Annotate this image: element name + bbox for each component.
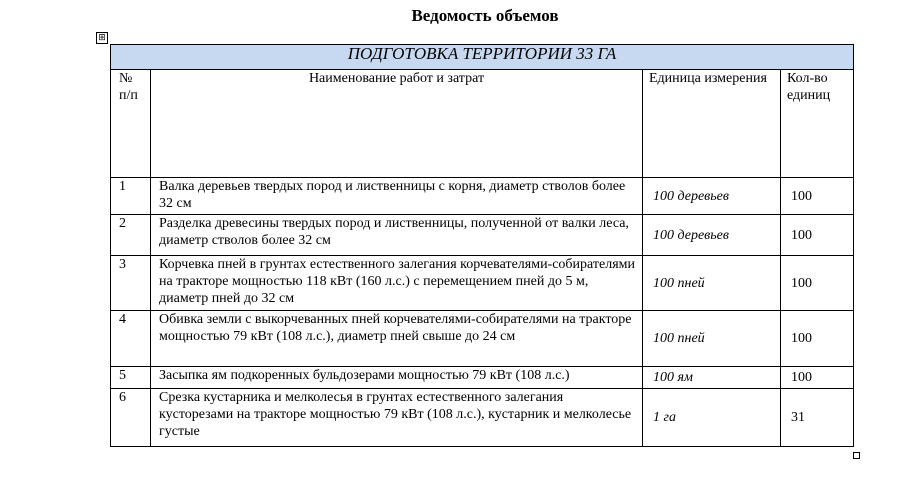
row-unit: 100 пней — [643, 256, 781, 311]
section-header-row — [111, 45, 854, 70]
row-name: Разделка древесины твердых пород и лиственницы, полученной от валки леса, диаметр стволов более 32 см — [151, 215, 643, 256]
table-row — [111, 389, 854, 447]
row-num: 5 — [111, 367, 151, 389]
row-unit: 100 пней — [643, 311, 781, 367]
row-unit: 100 деревьев — [643, 178, 781, 215]
column-header-num: № п/п — [111, 70, 151, 178]
row-num: 4 — [111, 311, 151, 367]
row-num: 3 — [111, 256, 151, 311]
row-name: Срезка кустарника и мелколесья в грунтах естественного залегания кусторезами на тракторе мощностью 79 кВт (108 л.с.), кустарник и мелколесье густые — [151, 389, 643, 447]
row-qty: 100 — [781, 256, 854, 311]
column-header-row — [111, 70, 854, 178]
volume-table — [110, 44, 854, 447]
row-qty: 31 — [781, 389, 854, 447]
table-move-handle-icon[interactable]: ⊞ — [96, 32, 108, 44]
table-row — [111, 367, 854, 389]
table-resize-handle[interactable] — [853, 452, 860, 459]
section-title: ПОДГОТОВКА ТЕРРИТОРИИ 33 ГА — [111, 45, 854, 70]
row-name: Обивка земли с выкорчеванных пней корчевателями-собирателями на тракторе мощностью 79 кВт (108 л.с.), диаметр пней свыше до 24 см — [151, 311, 643, 367]
row-name: Засыпка ям подкоренных бульдозерами мощностью 79 кВт (108 л.с.) — [151, 367, 643, 389]
row-qty: 100 — [781, 178, 854, 215]
table-row — [111, 178, 854, 215]
row-qty: 100 — [781, 311, 854, 367]
row-qty: 100 — [781, 367, 854, 389]
document-title: Ведомость объемов — [411, 6, 559, 25]
row-unit: 100 ям — [643, 367, 781, 389]
column-header-unit: Единица измерения — [643, 70, 781, 178]
table-row — [111, 215, 854, 256]
table-row — [111, 256, 854, 311]
row-unit: 100 деревьев — [643, 215, 781, 256]
row-unit: 1 га — [643, 389, 781, 447]
column-header-qty: Кол-во единиц — [781, 70, 854, 178]
row-num: 2 — [111, 215, 151, 256]
row-num: 1 — [111, 178, 151, 215]
table-row — [111, 311, 854, 367]
column-header-name: Наименование работ и затрат — [151, 70, 643, 178]
row-name: Валка деревьев твердых пород и лиственницы с корня, диаметр стволов более 32 см — [151, 178, 643, 215]
row-num: 6 — [111, 389, 151, 447]
row-name: Корчевка пней в грунтах естественного залегания корчевателями-собирателями на тракторе мощностью 118 кВт (160 л.с.) с перемещением пней до 5 м, диаметр пней до 32 см — [151, 256, 643, 311]
row-qty: 100 — [781, 215, 854, 256]
